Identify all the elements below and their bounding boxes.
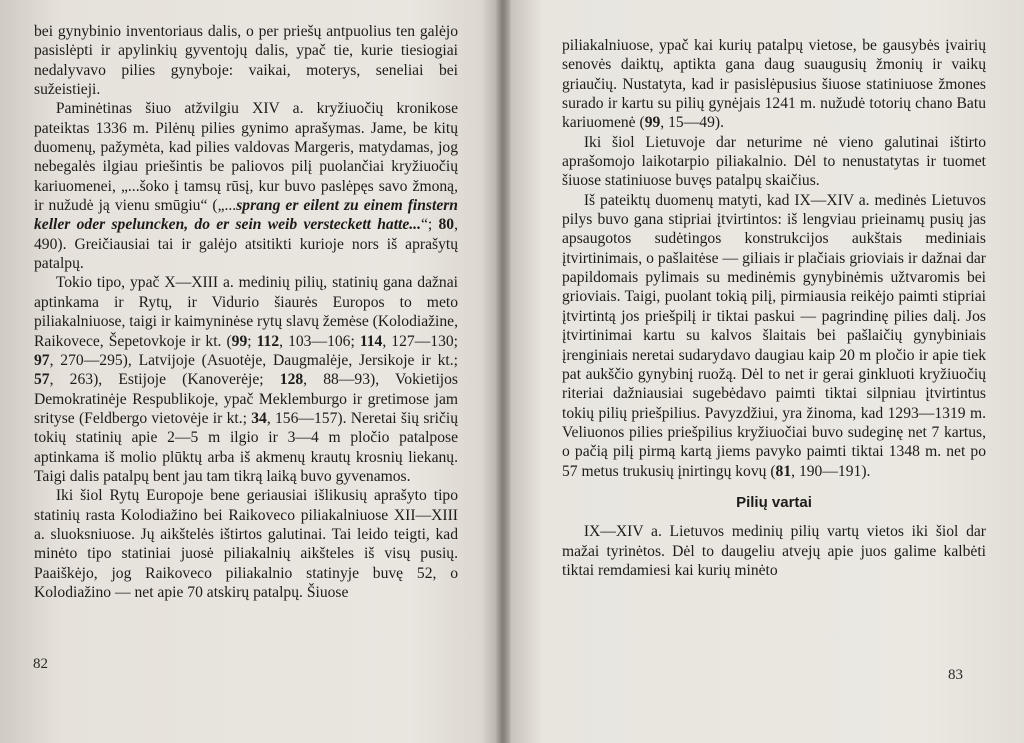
text-run: , 88—93), Vokietijos Demokratinėje Respublikoje, ypač Meklemburgo ir gretimose jam srityse (Feldbergo vietovėje ir kt.; [34,371,458,427]
text-run: Iki šiol Rytų Europoje bene geriausiai išlikusių aprašyto tipo statinių rasta Kolodiažino bei Raikoveco piliakalniuose XII—XIII a. sluoksniuose. Jų aikštelės ištirtos galutinai. Tai leido teigti, kad minėto tipo statiniai juosė piliakalnių aikšteles iš visų pusių. Paaiškėjo, jog Raikoveco piliakalnio statinyje buvę 52, o Kolodiažino — net apie 70 atskirų patalpų. Šiuose [34,487,458,601]
book-gutter [496,0,510,743]
reference-number: 80 [438,216,455,234]
page-number-right: 83 [948,667,963,683]
text-run: ; [247,332,257,350]
paragraph [562,36,986,133]
text-run: , 103—106; [279,332,360,350]
reference-number: 97 [34,351,50,369]
reference-number: 99 [644,114,661,132]
reference-number: 112 [256,332,280,350]
text-run: , 263), Estijoje (Kanoverėje; [49,371,280,389]
text-run: , 15—49). [660,114,724,132]
text-run: , 270—295), Latvijoje (Asuotėje, Daugmalėje, Jersikoje ir kt.; [49,351,458,369]
reference-number: 114 [359,332,383,350]
text-run: Iš pateiktų duomenų matyti, kad IX—XIV a. medinės Lietuvos pilys buvo gana stipriai įtvirtintos: iš lengviau prieinamų pusių jas apsaugotos sudėtingos konstrukcijos aukštais mediniais įtvirtinimais, o pašlaitėse — giliais ir plačiais grioviais ir dažnai dar papildomais pylimais su medinėmis gynybinėmis užtvaromis bei grioviais. Taigi, puolant tokią pilį, pirmiausia reikėjo paimti stipriai įtvirtintą jos priešpilį ir tiktai paskui — pagrindinę pilies dalį. Jos įtvirtinimai kartu su kalvos šlaitais bei pašlaičių gynybiniais įrenginiais neretai sudarydavo daugiau kaip 20 m pločio ir apie tiek pat aukščio gynybinį ruožą. Dėl to net ir gerai ginkluoti kryžiuočių riteriai dažniausiai sugebėdavo paimti tiktai silpniau įtvirtintus tokių pilių priešpilius. Pavyzdžiui, yra žinoma, kad 1293—1319 m. Veliuonos pilies priešpilius kryžiuočiai buvo sudeginę net 7 kartus, o pačią pilį pirmą kartą jiems pavyko paimti tiktai 1348 m. net po 57 metus trukusių įnirtingų kovų ( [562,191,986,480]
reference-number: 57 [34,371,50,389]
text-run: Iki šiol Lietuvoje dar neturime nė vieno galutinai ištirto aprašomojo laikotarpio piliakalnio. Dėl to nenustatytas ir tuomet šiuose statiniuose buvęs patalpų skaičius. [562,133,986,190]
paragraph [562,133,986,191]
text-run: “; [420,216,439,234]
right-page-paragraphs [562,36,986,481]
reference-number: 128 [279,371,304,389]
section-heading: Pilių vartai [736,493,812,511]
left-page [0,0,500,743]
right-page [512,0,1024,743]
text-run: piliakalniuose, ypač kai kurių patalpų vietose, be gausybės įvairių senovės daiktų, aptikta gana daug suaugusių žmonių ir vaikų griaučių. Nustatyta, kad ir pasislėpusius šiuose statiniuose žmones surado ir kartu su pilių gynėjais 1241 m. nužudė totorių chano Batu kariuomenė ( [562,37,986,132]
right-page-paragraphs-after [562,522,986,580]
paragraph [562,522,986,580]
paragraph [34,273,458,486]
text-run: Paminėtinas šiuo atžvilgiu XIV a. kryžiuočių kronikose pateiktas 1336 m. Pilėnų pilies gynimo aprašymas. Jame, be kitų duomenų, pažymėta, kad pilies valdovas Margeris, matydamas, jog nebegalės ilgiau priešintis be paliovos pilį puolančiai kryžiuočių kariuomenei, „...šoko į tamsų rūsį, kur buvo paslėpęs savo žmoną, ir nužudė ją vienu smūgiu“ („... [34,100,458,215]
quoted-german-text: sprang er eilent zu einem finstern keller oder speluncken, do er sein weib versteckett hatte... [34,197,458,234]
text-run: , 490). Greičiausiai tai ir galėjo atsitikti kurioje nors iš aprašytų patalpų. [34,216,458,273]
reference-number: 99 [231,332,248,350]
paragraph [34,99,458,273]
text-run: , 190—191). [791,462,871,480]
reference-number: 81 [775,462,792,480]
text-run: IX—XIV a. Lietuvos medinių pilių vartų vietos iki šiol dar mažai tyrinėtos. Dėl to daugeliu atvejų apie juos galime kalbėti tiktai remdamiesi kai kurių minėto [562,523,986,579]
paragraph [34,22,458,99]
page-number-left: 82 [33,656,48,672]
right-page-text [562,36,986,580]
text-run: Tokio tipo, ypač X—XIII a. medinių pilių, statinių gana dažnai aptinkama ir Rytų, ir Vidurio šiaurės Europos to meto piliakalniuose, taigi ir kaimyninėse rytų slavų žemėse (Kolodiažine, Raikovece, Šepetovkoje ir kt. ( [34,274,458,350]
text-run: , 156—157). Neretai šių sričių tokių statinių apie 2—5 m ilgio ir 3—4 m pločio patalpose aptinkama iš molio plūktų arba iš akmenų krautų krosnių liekanų. Taigi dalis patalpų bent jau tam tikrą laiką buvo gyvenamos. [34,409,458,485]
reference-number: 34 [251,409,267,427]
paragraph [34,486,458,602]
left-page-text [34,22,458,602]
text-run: bei gynybinio inventoriaus dalis, o per priešų antpuolius ten galėjo pasislėpti ir apylinkių gyventojų dalis, ypač tie, kurie tiesiogiai nedalyvavo pilies gynyboje: vaikai, moterys, seneliai bei sužeistieji. [34,23,458,99]
text-run: , 127—130; [382,332,458,350]
paragraph [562,191,986,481]
